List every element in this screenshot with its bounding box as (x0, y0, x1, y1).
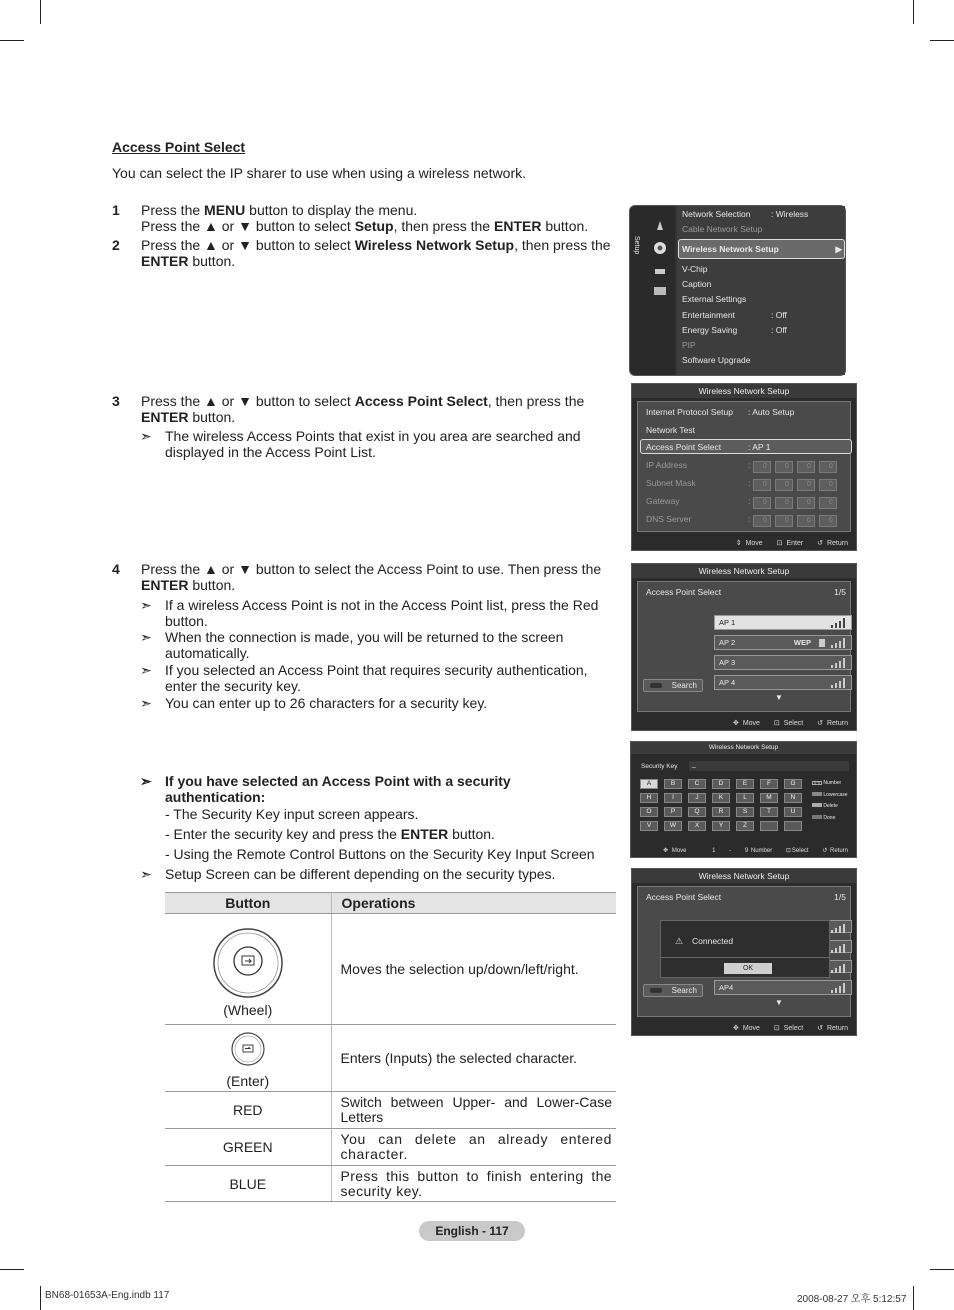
key-o[interactable]: O (640, 807, 658, 817)
table-header-row (165, 893, 616, 914)
crop-mark (930, 1269, 954, 1270)
internet-protocol-setup-row[interactable]: Internet Protocol Setup : Auto Setup (646, 407, 795, 417)
button-operations-table (165, 892, 616, 1202)
key-blank[interactable] (784, 821, 802, 831)
return-icon: ↺ (817, 1025, 824, 1032)
wheel-label: (Wheel) (223, 1002, 273, 1018)
legend-number: 0~9 Number (812, 778, 848, 790)
setup-side-label: Setup (633, 236, 640, 255)
menu-item-software-upgrade[interactable]: Software Upgrade (682, 355, 751, 365)
screen-header: Wireless Network Setup (632, 384, 856, 398)
crop-mark (930, 40, 954, 41)
intro-text: You can select the IP sharer to use when using a wireless network. (112, 165, 527, 181)
subnet-mask-row: Subnet Mask : 0 0 0 0 (646, 478, 696, 488)
input-icon (654, 266, 666, 276)
menu-item-wireless-network-setup[interactable]: Wireless Network Setup ▶ (682, 244, 842, 254)
signal-icon (831, 983, 847, 993)
key-w[interactable]: W (664, 821, 682, 831)
step-4-note-2: ➣ When the connection is made, you will be returned to the screen automatically. (140, 629, 564, 661)
crop-mark (40, 1286, 41, 1310)
enter-button-icon (230, 1031, 266, 1067)
signal-icon (831, 618, 847, 628)
step-2: 2 Press the ▲ or ▼ button to select Wireless Network Setup, then press the ENTER button. (112, 237, 611, 269)
legend-done: Done (812, 813, 848, 825)
return-icon: ↺ (822, 848, 828, 854)
move-icon: ✥ (663, 848, 669, 854)
signal-icon (831, 638, 847, 648)
ap-list-page: 1/5 (834, 892, 846, 902)
chevron-right-icon: ▶ (835, 244, 842, 254)
table-row (165, 1129, 616, 1166)
signal-icon (831, 678, 847, 688)
ap-list-page: 1/5 (834, 587, 846, 597)
enter-icon: ⊡ (773, 720, 780, 727)
key-e[interactable]: E (736, 779, 754, 789)
key-s[interactable]: S (736, 807, 754, 817)
footer-file: BN68-01653A-Eng.indb 117 (45, 1290, 170, 1301)
crop-mark (0, 1269, 24, 1270)
menu-item-entertainment[interactable]: Entertainment : Off (682, 310, 787, 320)
key-q[interactable]: Q (688, 807, 706, 817)
menu-item-pip[interactable]: PIP (682, 340, 696, 350)
red-label: RED (165, 1092, 331, 1129)
ap-item-3[interactable]: AP 3 (714, 655, 852, 670)
ap-item-1[interactable]: AP 1 (714, 615, 852, 630)
key-c[interactable]: C (688, 779, 706, 789)
key-n[interactable]: N (784, 793, 802, 803)
green-operation: You can delete an already entered character. (331, 1129, 616, 1166)
key-h[interactable]: H (640, 793, 658, 803)
key-l[interactable]: L (736, 793, 754, 803)
key-f[interactable]: F (760, 779, 778, 789)
key-blank[interactable] (760, 821, 778, 831)
gear-icon (652, 240, 668, 256)
signal-icon (831, 658, 847, 668)
step-4-note-3: ➣ If you selected an Access Point that requires security authentication, enter the security key. (140, 662, 588, 694)
step-1: 1 Press the MENU button to display the menu. Press the ▲ or ▼ button to select Setup, then press the ENTER button. (112, 202, 589, 234)
step-3: 3 Press the ▲ or ▼ button to select Access Point Select, then press the ENTER button. (112, 393, 585, 425)
key-t[interactable]: T (760, 807, 778, 817)
screen-header: Wireless Network Setup (632, 564, 856, 578)
screen-footer: ⇕ Move ⊡ Enter ↺ Return (735, 540, 848, 547)
security-key-screen (630, 741, 857, 858)
key-x[interactable]: X (688, 821, 706, 831)
key-j[interactable]: J (688, 793, 706, 803)
setup-menu-screen (629, 205, 846, 376)
security-key-input[interactable]: _ (689, 761, 849, 771)
network-test-row[interactable]: Network Test (646, 425, 695, 435)
screen-header: Wireless Network Setup (632, 869, 856, 883)
crop-mark (40, 0, 41, 24)
security-sub-1: - The Security Key input screen appears. (165, 806, 419, 822)
screen-header: Wireless Network Setup (631, 742, 856, 754)
footer-date: 2008-08-27 오후 5:12:57 (797, 1294, 907, 1305)
dialog-message: Connected (692, 936, 734, 946)
red-operation: Switch between Upper- and Lower-Case Letters (331, 1092, 616, 1129)
key-legend (812, 778, 848, 824)
ap-item-2[interactable]: AP 2 WEP (714, 635, 852, 650)
key-u[interactable]: U (784, 807, 802, 817)
key-p[interactable]: P (664, 807, 682, 817)
warning-icon: ⚠ (675, 936, 684, 946)
security-key-label: Security Key (641, 763, 678, 770)
crop-mark (913, 1286, 914, 1310)
key-i[interactable]: I (664, 793, 682, 803)
lock-icon (819, 639, 825, 647)
wireless-network-setup-screen (631, 383, 857, 551)
step-3-note: ➣ The wireless Access Points that exist in you area are searched and displayed in the Access Point List. (140, 428, 581, 460)
ap-list-title: Access Point Select (646, 587, 722, 597)
enter-icon: ⊡ (773, 1025, 780, 1032)
table-row (165, 1166, 616, 1202)
ok-button[interactable]: OK (724, 963, 772, 974)
wheel-operation: Moves the selection up/down/left/right. (331, 914, 616, 1025)
blue-operation: Press this button to finish entering the security key. (331, 1166, 616, 1202)
support-icon (654, 286, 666, 296)
ap-list-title: Access Point Select (646, 892, 722, 902)
security-heading: ➣ If you have selected an Access Point with a security authentication: (140, 773, 511, 805)
table-header-button: Button (165, 893, 331, 914)
red-button-icon (650, 988, 662, 993)
move-icon: ⇕ (735, 540, 742, 547)
crop-mark (913, 0, 914, 24)
step-4-note-1: ➣ If a wireless Access Point is not in the Access Point list, press the Red button. (140, 597, 599, 629)
enter-operation: Enters (Inputs) the selected character. (331, 1025, 616, 1092)
enter-icon: ⊡ (776, 540, 783, 547)
key-b[interactable]: B (664, 779, 682, 789)
connected-screen (631, 868, 857, 1036)
screen-footer: ✥ Move 1 - 9 Number ⊡Select ↺ Return (663, 848, 848, 854)
move-icon: ✥ (733, 720, 739, 727)
step-4-note-4: ➣ You can enter up to 26 characters for a security key. (140, 695, 488, 711)
menu-item-v-chip[interactable]: V-Chip (682, 264, 708, 274)
red-button-icon (650, 683, 662, 688)
key-z[interactable]: Z (736, 821, 754, 831)
connected-dialog (660, 920, 830, 978)
ap-item-4[interactable]: AP4 (714, 980, 852, 995)
step-4: 4 Press the ▲ or ▼ button to select the Access Point to use. Then press the ENTER button. (112, 561, 602, 593)
ap-item-4[interactable]: AP 4 (714, 675, 852, 690)
gateway-row: Gateway : 0 0 0 0 (646, 496, 680, 506)
security-note: ➣ Setup Screen can be different depending on the security types. (140, 866, 556, 882)
key-g[interactable]: G (784, 779, 802, 789)
dns-server-row: DNS Server : 0 0 0 0 (646, 514, 691, 524)
scroll-down-icon[interactable]: ▼ (775, 998, 783, 1007)
menu-item-energy-saving[interactable]: Energy Saving : Off (682, 325, 787, 335)
key-a[interactable]: A (640, 779, 658, 789)
key-v[interactable]: V (640, 821, 658, 831)
picture-icon (654, 220, 666, 232)
return-icon: ↺ (817, 720, 824, 727)
table-row (165, 1092, 616, 1129)
key-k[interactable]: K (712, 793, 730, 803)
search-button[interactable]: Search (643, 679, 703, 692)
enter-label: (Enter) (226, 1072, 270, 1089)
ip-address-row: IP Address : 0 0 0 0 (646, 460, 687, 470)
table-row (165, 1025, 616, 1092)
menu-item-cable-network-setup[interactable]: Cable Network Setup (682, 224, 763, 234)
green-label: GREEN (165, 1129, 331, 1166)
search-button[interactable]: Search (643, 984, 703, 997)
key-y[interactable]: Y (712, 821, 730, 831)
access-point-list-screen (631, 563, 857, 731)
enter-icon: ⊡ (785, 848, 791, 854)
section-title: Access Point Select (112, 139, 246, 155)
page-number: English - 117 (419, 1221, 525, 1241)
crop-mark (0, 40, 24, 41)
wheel-button-icon (211, 926, 285, 1000)
legend-delete: Delete (812, 801, 848, 813)
scroll-down-icon[interactable]: ▼ (775, 693, 783, 702)
screen-footer: ✥ Move ⊡ Select ↺ Return (733, 720, 848, 727)
security-sub-3: - Using the Remote Control Buttons on the Security Key Input Screen (165, 846, 595, 862)
legend-lowercase: Lowercase (812, 790, 848, 802)
screen-footer: ✥ Move ⊡ Select ↺ Return (733, 1025, 848, 1032)
table-header-operations: Operations (331, 893, 616, 914)
security-sub-2: - Enter the security key and press the ENTER button. (165, 826, 495, 842)
move-icon: ✥ (733, 1025, 739, 1032)
access-point-select-row[interactable]: Access Point Select : AP 1 (646, 442, 771, 452)
table-row (165, 914, 616, 1025)
key-d[interactable]: D (712, 779, 730, 789)
key-m[interactable]: M (760, 793, 778, 803)
menu-item-external-settings[interactable]: External Settings (682, 294, 747, 304)
return-icon: ↺ (817, 540, 824, 547)
key-r[interactable]: R (712, 807, 730, 817)
blue-label: BLUE (165, 1166, 331, 1202)
menu-item-network-selection[interactable]: Network Selection : Wireless (682, 209, 809, 219)
menu-item-caption[interactable]: Caption (682, 279, 712, 289)
